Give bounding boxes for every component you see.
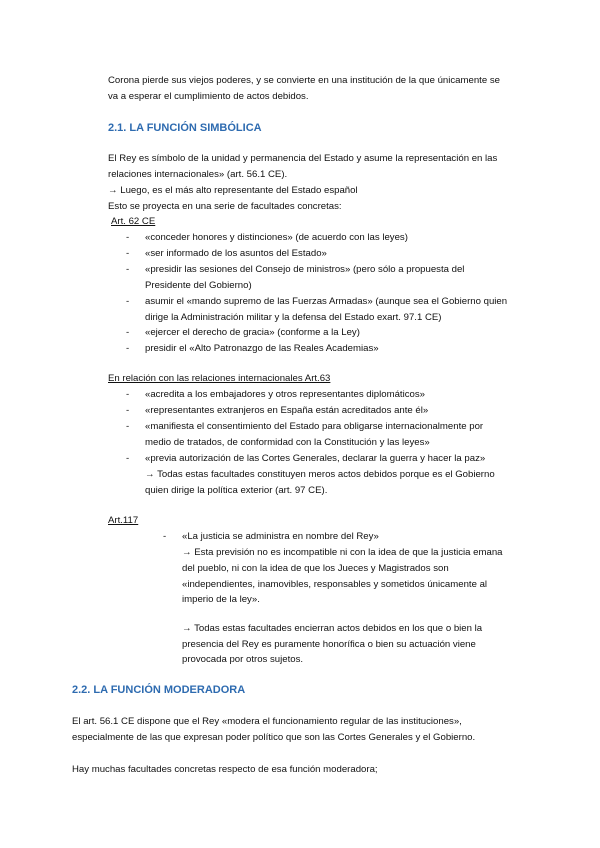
list-bullet: - [163,531,167,542]
list-item: «manifiesta el consentimiento del Estado para obligarse internacionalmente por [145,421,484,432]
list-item: «ejercer el derecho de gracia» (conforme a la Ley) [145,327,360,338]
list-item: asumir el «mando supremo de las Fuerzas Armadas» (aunque sea el Gobierno quien [145,296,508,307]
intro-line-2: va a esperar el cumplimiento de actos debidos. [108,91,309,102]
paragraph-line: El Rey es símbolo de la unidad y permanencia del Estado y asume la representación en las [108,153,498,164]
list-item: «acredita a los embajadores y otros representantes diplomáticos» [145,389,425,400]
paragraph-line: Esto se proyecta en una serie de facultades concretas: [108,201,342,212]
art63-title: En relación con las relaciones internacionales Art.63 [108,373,331,384]
list-item-continuation: del pueblo, ni con la idea de que los Jueces y Magistrados son [182,563,449,574]
paragraph-line: relaciones internacionales» (art. 56.1 CE). [108,169,288,180]
list-item: «conceder honores y distinciones» (de acuerdo con las leyes) [145,232,408,243]
list-item: «ser informado de los asuntos del Estado» [145,248,327,259]
list-item: «La justicia se administra en nombre del Rey» [182,531,379,542]
list-bullet: - [126,453,130,464]
list-bullet: - [126,327,130,338]
list-item-continuation: medio de tratados, de conformidad con la Constitución y las leyes» [145,437,430,448]
art117-title: Art.117 [108,515,139,526]
note-line: presencia del Rey es puramente honorífica o bien su actuación viene [182,639,476,650]
list-item: presidir el «Alto Patronazgo de las Reales Academias» [145,343,379,354]
list-item: «presidir las sesiones del Consejo de ministros» (pero sólo a propuesta del [145,264,465,275]
note-line: provocada por otros sujetos. [182,654,304,665]
art62-title: Art. 62 CE [111,216,156,227]
list-item-continuation: imperio de la ley». [182,594,260,605]
list-bullet: - [126,389,130,400]
list-bullet: - [126,343,130,354]
list-bullet: - [126,405,130,416]
list-bullet: - [126,296,130,307]
paragraph-line: Hay muchas facultades concretas respecto de esa función moderadora; [72,764,378,775]
list-bullet: - [126,421,130,432]
list-item-continuation: dirige la Administración militar y la defensa del Estado exart. 97.1 CE) [145,312,442,323]
paragraph-line: El art. 56.1 CE dispone que el Rey «modera el funcionamiento regular de las instituciones», [72,716,462,727]
list-bullet: - [126,248,130,259]
paragraph-line: → Luego, es el más alto representante del Estado español [108,185,358,196]
list-item-continuation: quien dirige la política exterior (art. 97 CE). [145,485,328,496]
list-item: «previa autorización de las Cortes Generales, declarar la guerra y hacer la paz» [145,453,486,464]
note-line: → Todas estas facultades encierran actos debidos en los que o bien la [182,623,483,634]
list-item-continuation: → Esta previsión no es incompatible ni con la idea de que la justicia emana [182,547,503,558]
list-bullet: - [126,232,130,243]
section-heading-moderadora: 2.2. LA FUNCIÓN MODERADORA [72,684,246,696]
list-item-continuation: → Todas estas facultades constituyen meros actos debidos porque es el Gobierno [145,469,495,480]
list-item: «representantes extranjeros en España están acreditados ante él» [145,405,429,416]
intro-line-1: Corona pierde sus viejos poderes, y se convierte en una institución de la que únicamente se [108,75,500,86]
list-item-continuation: Presidente del Gobierno) [145,280,252,291]
list-bullet: - [126,264,130,275]
section-heading-simbolica: 2.1. LA FUNCIÓN SIMBÓLICA [108,122,262,134]
paragraph-line: especialmente de las que expresan poder político que son las Cortes Generales y el Gobierno. [72,732,476,743]
list-item-continuation: «independientes, inamovibles, responsables y sometidos únicamente al [182,579,488,590]
